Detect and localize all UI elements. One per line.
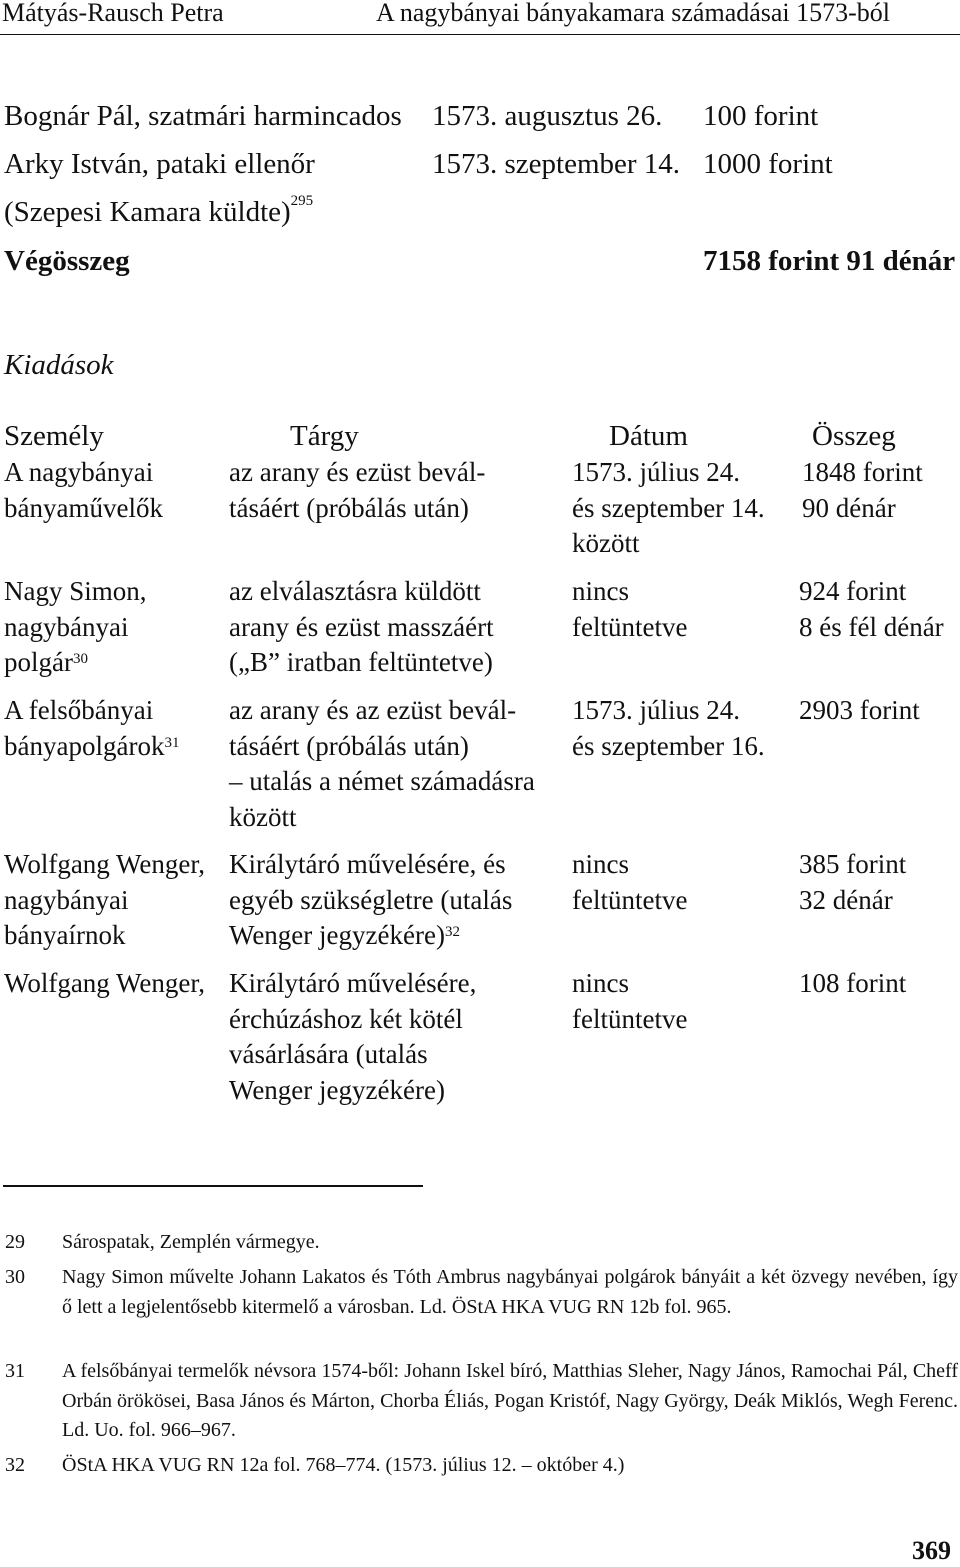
total-label: Végösszeg [4, 245, 130, 277]
row-1-subject: az arany és ezüst bevál- tásáért (próbálás után) [229, 457, 486, 523]
footnote-ref-32: 32 [444, 924, 460, 940]
row-2-date: nincs feltüntetve [572, 576, 688, 642]
col-header-date: Dátum [609, 420, 688, 452]
footnote-ref-31: 31 [164, 734, 180, 751]
footnote-number: 31 [5, 1360, 25, 1382]
row-3-amount: 2903 forint [799, 695, 920, 725]
footnote-rule [3, 1185, 423, 1187]
row-2-subject: az elválasztásra küldött arany és ezüst masszáért („B” iratban feltüntetve) [229, 576, 494, 677]
row-3-person: A felsőbányai bányapolgárok$^{31}$ [4, 695, 180, 761]
running-head-author: Mátyás-Rausch Petra [2, 0, 224, 27]
row-3-subject: az arany és az ezüst bevál- tásáért (próbálás után) – utalás a német számadásra között [229, 695, 535, 832]
income-row-1-date: 1573. augusztus 26. [432, 100, 663, 132]
footnote-text: ÖStA HKA VUG RN 12a fol. 768–774. (1573. július 12. – október 4.) [62, 1454, 625, 1476]
income-row-1-amount: 100 forint [703, 100, 819, 132]
row-2-person: Nagy Simon, nagybányai polgár$^{30}$ [4, 576, 147, 677]
header-rule [0, 34, 960, 35]
running-head-title: A nagybányai bányakamara számadásai 1573-ból [376, 0, 891, 27]
footnote-ref-295: 295 [290, 193, 314, 209]
col-header-person: Személy [4, 420, 104, 452]
income-row-2-date: 1573. szeptember 14. [432, 148, 681, 180]
row-5-amount: 108 forint [799, 968, 907, 998]
income-row-2-name: Arky István, pataki ellenőr [4, 148, 315, 180]
footnote-number: 30 [5, 1266, 25, 1288]
row-4-subject: Királytáró művelésére, és egyéb szükségletre (utalás Wenger jegyzékére)$^{32}$ [229, 849, 513, 950]
footnote-text: Nagy Simon művelte Johann Lakatos és Tóth Ambrus nagybányai polgárok bányáit a két özvegy nevében, így ő lett a legjelentősebb kitermelő a városban. Ld. ÖStA HKA VUG RN 12b fol. 965. [62, 1266, 958, 1318]
row-1-date: 1573. július 24. és szeptember 14. között [572, 457, 765, 558]
row-4-person: Wolfgang Wenger, nagybányai bányaírnok [4, 849, 206, 950]
footnote-text: Sárospatak, Zemplén vármegye. [62, 1231, 320, 1253]
footnote-number: 29 [5, 1231, 25, 1253]
total-amount: 7158 forint 91 dénár [703, 245, 956, 277]
row-5-date: nincs feltüntetve [572, 968, 688, 1034]
row-3-date: 1573. július 24. és szeptember 16. [572, 695, 765, 761]
row-1-person: A nagybányai bányaművelők [4, 457, 163, 523]
row-5-subject: Királytáró művelésére, érchúzáshoz két kötél vásárlására (utalás Wenger jegyzékére) [229, 968, 477, 1105]
col-header-amount: Összeg [812, 420, 896, 452]
page-number: 369 [912, 1536, 951, 1565]
footnote-number: 32 [5, 1454, 25, 1476]
footnote-ref-30: 30 [72, 651, 88, 667]
row-4-amount: 385 forint 32 dénár [799, 849, 907, 915]
col-header-subject: Tárgy [290, 420, 359, 452]
income-row-1-name: Bognár Pál, szatmári harmincados [4, 100, 402, 132]
row-1-amount: 1848 forint 90 dénár [802, 457, 923, 523]
row-2-amount: 924 forint 8 és fél dénár [799, 576, 944, 642]
row-5-person: Wolfgang Wenger, [4, 968, 206, 998]
section-title: Kiadások [4, 349, 114, 381]
income-row-2-amount: 1000 forint [703, 148, 833, 180]
row-4-date: nincs feltüntetve [572, 849, 688, 915]
footnote-text: A felsőbányai termelők névsora 1574-ből: Johann Iskel bíró, Matthias Sleher, Nagy János, Ramochai Pál, Cheff Orbán örökösei, Basa János és Márton, Chorba Éliás, Pogan Kristóf, Nagy György, Deák Miklós, Wegh Ferenc. Ld. Uo. fol. 966–967. [62, 1360, 958, 1441]
income-note: (Szepesi Kamara küldte)$^{295}$ [4, 193, 314, 228]
